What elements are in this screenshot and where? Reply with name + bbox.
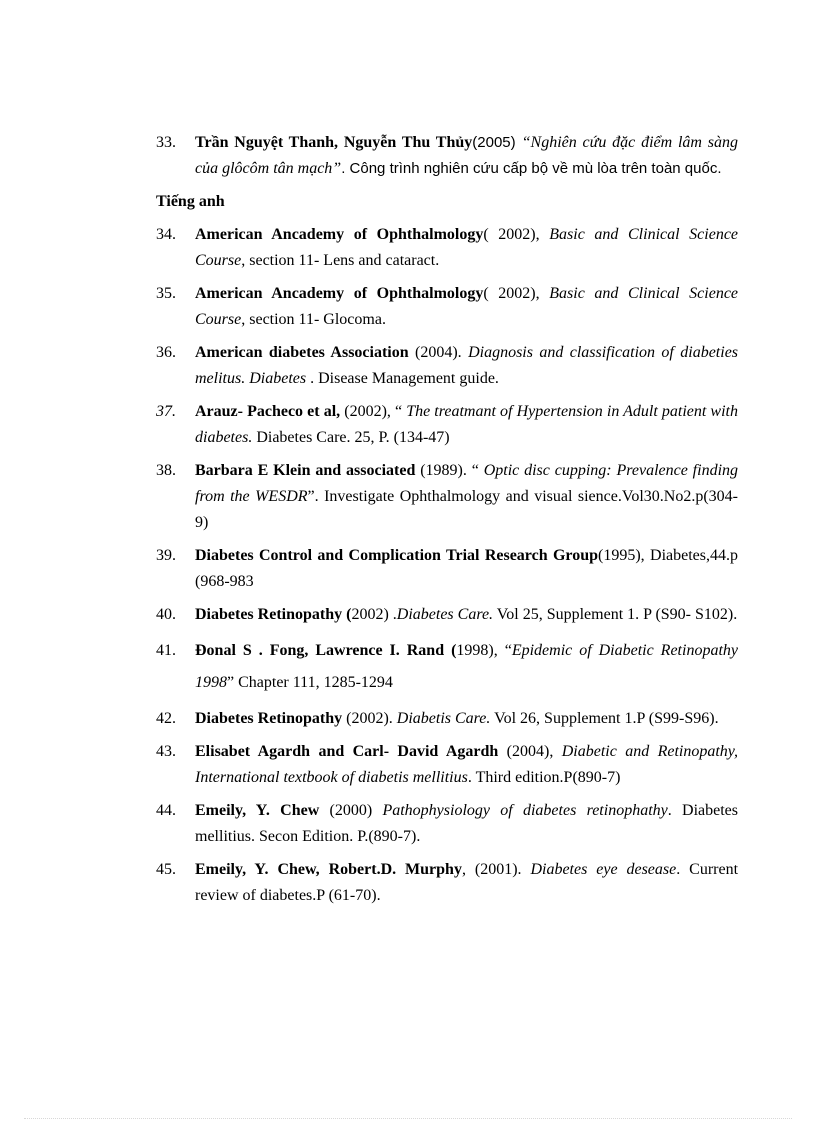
reference-number: 43. — [156, 743, 176, 760]
reference-year: ( 2002), — [483, 226, 550, 243]
reference-number: 45. — [156, 861, 176, 878]
reference-item — [156, 706, 738, 732]
reference-number: 38. — [156, 462, 176, 479]
reference-item — [156, 222, 738, 274]
reference-author: Diabetes Retinopathy — [195, 710, 343, 727]
reference-source: . Third edition.P(890-7) — [467, 769, 621, 786]
reference-year: , (2001). — [461, 861, 531, 878]
reference-year: (1995), — [598, 547, 651, 564]
reference-number: 39. — [156, 547, 176, 564]
reference-author: Elisabet Agardh and Carl- David Agardh — [195, 743, 499, 760]
reference-number: 34. — [156, 226, 176, 243]
reference-year: (2000) — [319, 802, 383, 819]
reference-title: Diabetis Care. — [396, 710, 491, 727]
section-heading: Tiếng anh — [156, 193, 225, 210]
reference-author: Diabetes Control and Complication Trial Research Group — [195, 547, 599, 564]
reference-number: 35. — [156, 285, 176, 302]
reference-title: Epidemic of Diabetic Retinopathy 1998 — [195, 642, 738, 691]
reference-source: . Current review of diabetes.P (61-70). — [195, 861, 739, 904]
reference-title: Basic and Clinical Science Course — [195, 285, 739, 328]
reference-year: (2004). — [408, 344, 469, 361]
reference-item — [156, 798, 738, 850]
reference-year: ( 2002), — [483, 285, 550, 302]
reference-number: 41. — [156, 642, 176, 659]
reference-author: Emeily, Y. Chew, Robert.D. Murphy — [195, 861, 462, 878]
reference-year: (2002), “ — [340, 403, 407, 420]
reference-item — [156, 458, 738, 536]
reference-title: Basic and Clinical Science Course — [195, 226, 739, 269]
reference-author: American diabetes Association — [195, 344, 409, 361]
reference-title: Diabetes eye desease — [530, 861, 677, 878]
reference-item — [156, 739, 738, 791]
reference-number: 44. — [156, 802, 176, 819]
reference-source: ”. Investigate Ophthalmology and visual sience.Vol30.No2.p(304-9) — [195, 488, 738, 531]
reference-author: Emeily, Y. Chew — [195, 802, 320, 819]
reference-item — [156, 543, 738, 595]
reference-year: (2002). — [342, 710, 397, 727]
reference-item — [156, 602, 738, 628]
reference-title: The treatmant of Hypertension in Adult patient with diabetes. — [195, 403, 738, 446]
reference-source: Vol 26, Supplement 1.P (S99-S96). — [490, 710, 719, 727]
reference-item — [156, 399, 738, 451]
reference-title: Diabetes Care. — [396, 606, 494, 623]
reference-year: (2005) — [472, 134, 522, 151]
reference-item — [156, 857, 738, 909]
reference-source: . Diabetes mellitius. Secon Edition. P.(890-7). — [195, 802, 738, 845]
reference-source: , section 11- Glocoma. — [241, 311, 386, 328]
page-bottom-divider — [24, 1118, 792, 1119]
reference-number: 36. — [156, 344, 176, 361]
reference-year: (2004), — [498, 743, 562, 760]
reference-year: (1989). “ — [415, 462, 484, 479]
reference-source: Vol 25, Supplement 1. P (S90- S102). — [493, 606, 738, 623]
reference-source: Diabetes,44.p (968-983 — [195, 547, 738, 590]
reference-title: Pathophysiology of diabetes retinophathy — [382, 802, 668, 819]
reference-source: . Công trình nghiên cứu cấp bộ về mù lòa trên toàn quốc. — [341, 160, 722, 177]
reference-year: 1998), “ — [456, 642, 512, 659]
reference-number: 33. — [156, 134, 176, 151]
reference-number: 40. — [156, 606, 176, 623]
reference-item — [156, 635, 738, 699]
reference-item — [156, 340, 738, 392]
reference-title: Diagnosis and classification of diabeties melitus. Diabetes — [195, 344, 739, 387]
reference-author: Barbara E Klein and associated — [195, 462, 416, 479]
reference-author: Trần Nguyệt Thanh, Nguyễn Thu Thủy — [195, 134, 473, 151]
reference-title: Diabetic and Retinopathy, International textbook of diabetis mellitius — [195, 743, 739, 786]
reference-source: Diabetes Care. 25, P. (134-47) — [252, 429, 450, 446]
reference-title: Optic disc cupping: Prevalence finding from the WESDR — [195, 462, 739, 505]
reference-list — [156, 130, 738, 916]
reference-source: , section 11- Lens and cataract. — [241, 252, 440, 269]
reference-author: American Ancademy of Ophthalmology — [195, 226, 484, 243]
reference-author: Đonal S . Fong, Lawrence I. Rand ( — [195, 642, 457, 659]
reference-source: ” Chapter 111, 1285-1294 — [227, 674, 393, 691]
reference-year: 2002) . — [351, 606, 397, 623]
reference-source: . Disease Management guide. — [306, 370, 499, 387]
reference-author: Arauz- Pacheco et al, — [195, 403, 341, 420]
reference-author: American Ancademy of Ophthalmology — [195, 285, 484, 302]
reference-number: 42. — [156, 710, 176, 727]
reference-item — [156, 281, 738, 333]
reference-title: “Nghiên cứu đặc điểm lâm sàng của glôcôm tân mạch” — [195, 134, 739, 177]
reference-author: Diabetes Retinopathy ( — [195, 606, 352, 623]
reference-item — [156, 130, 738, 182]
reference-number: 37. — [156, 403, 176, 420]
